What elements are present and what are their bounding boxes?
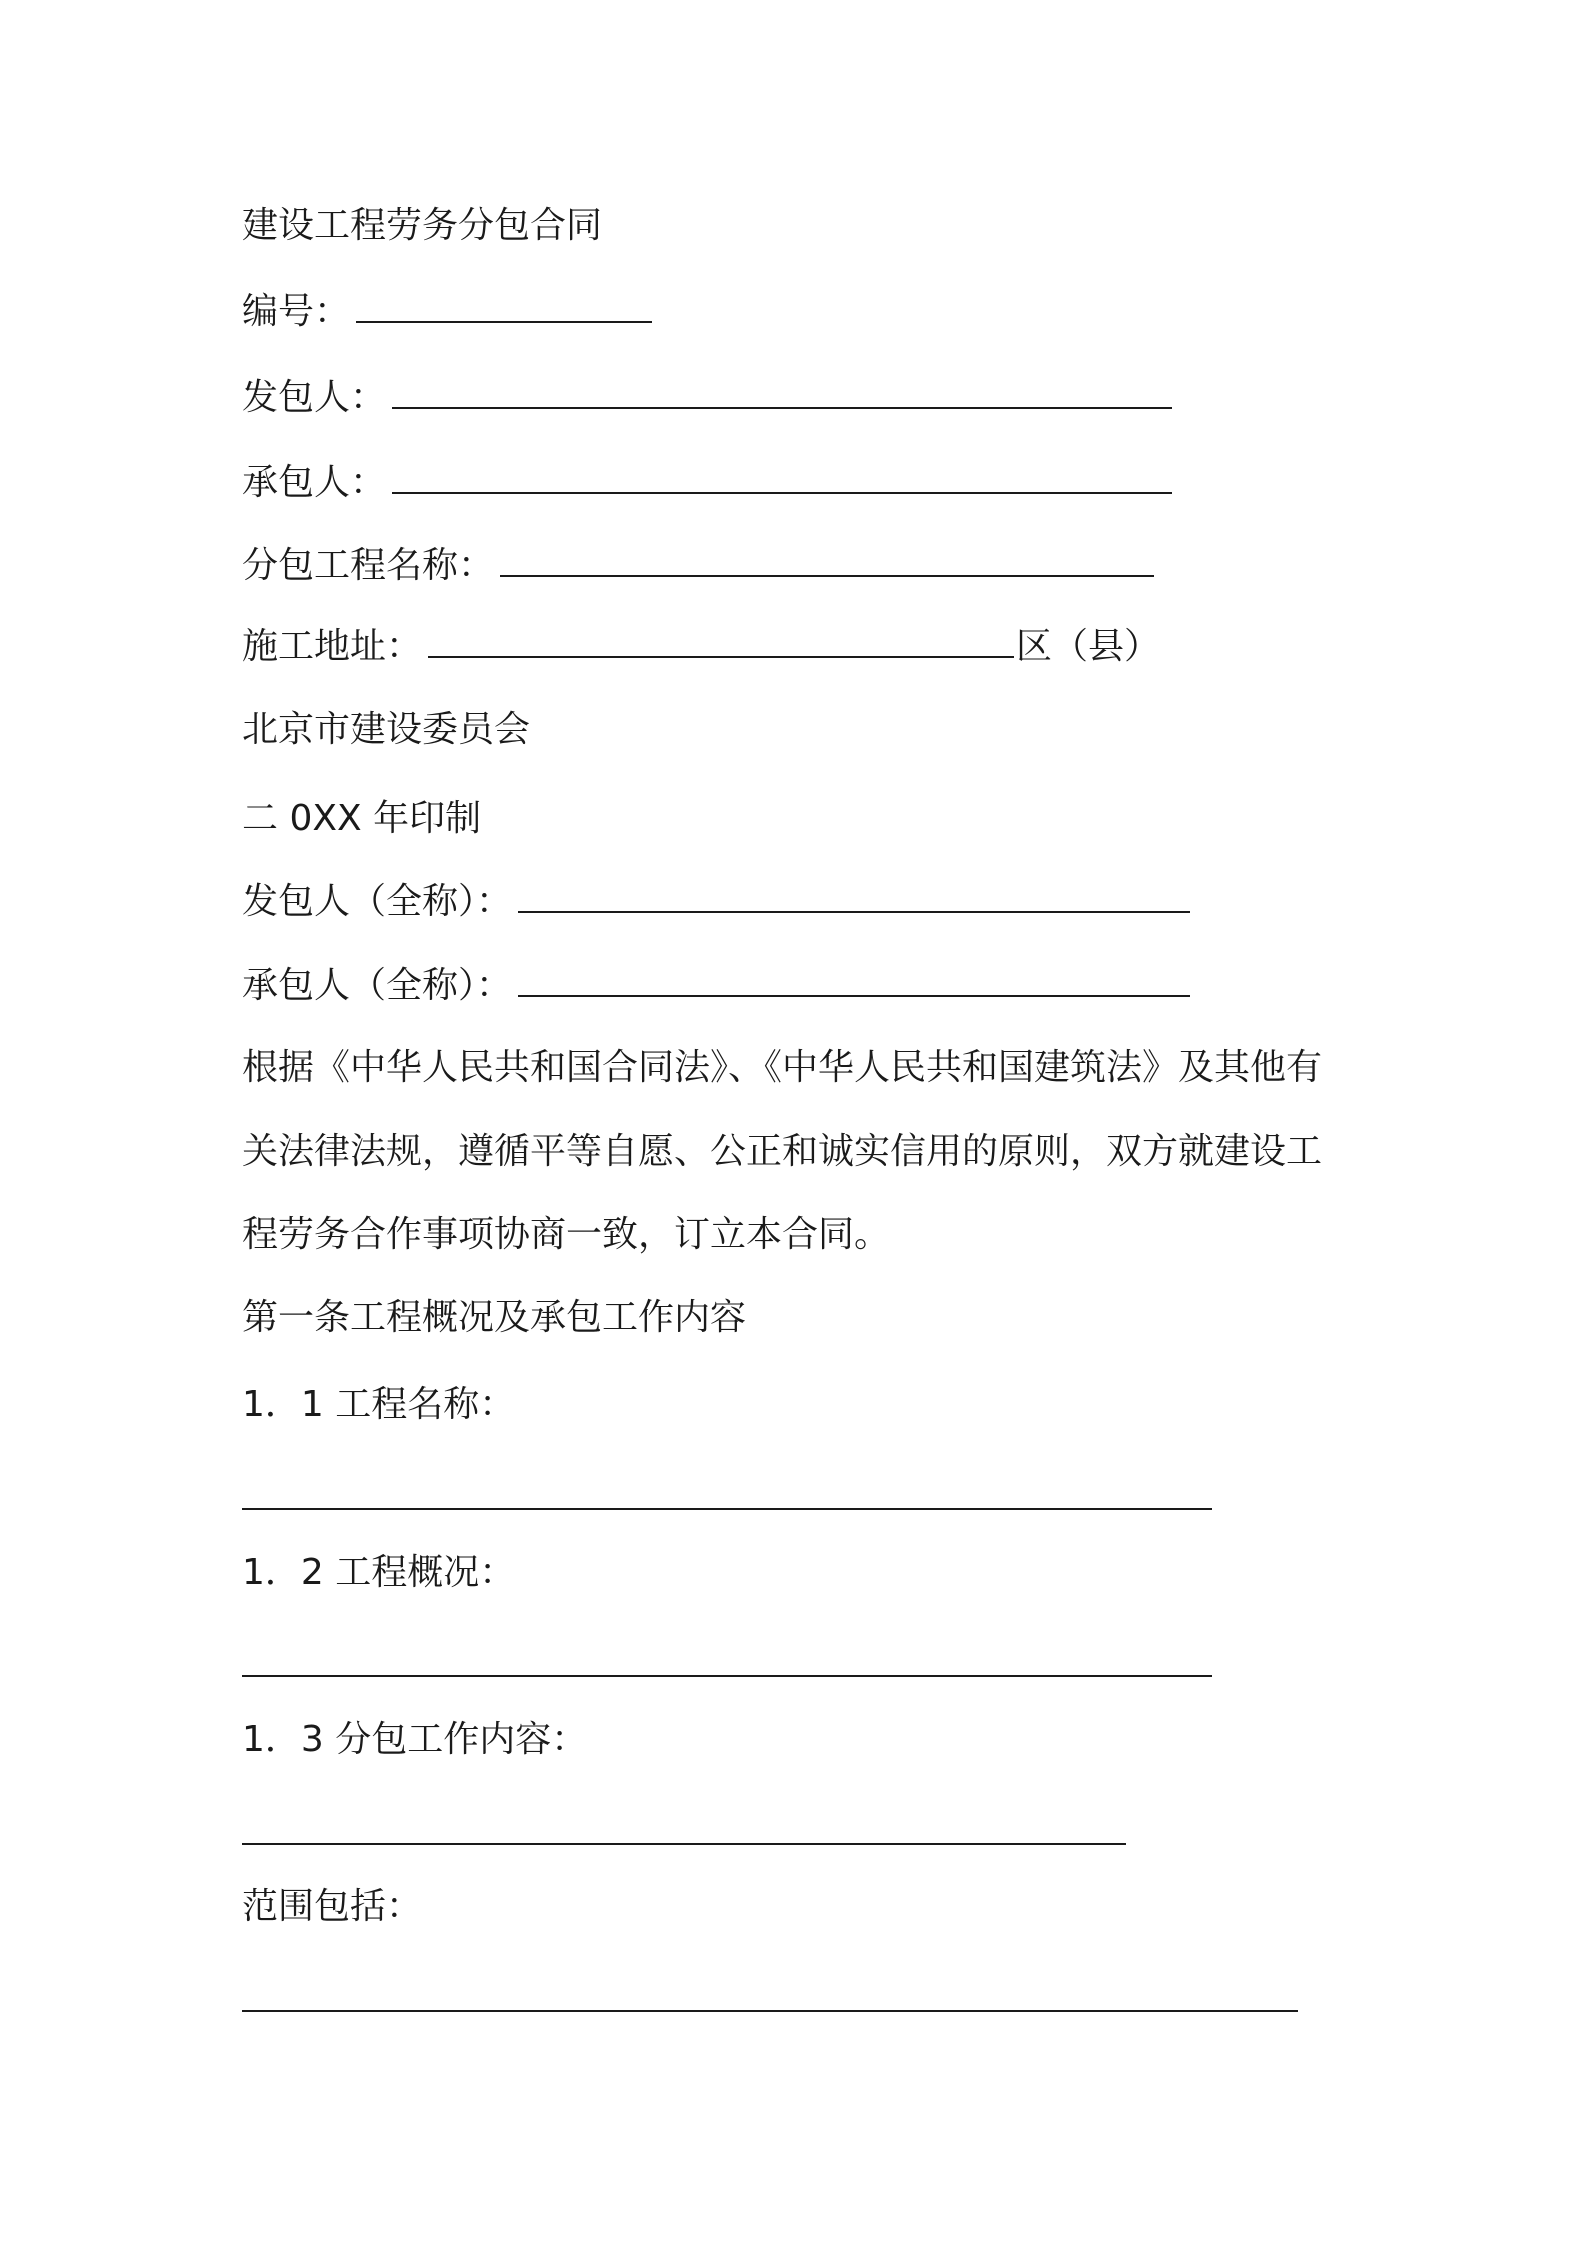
- project-name-blank[interactable]: [500, 545, 1154, 577]
- issuer-text: 北京市建设委员会: [242, 709, 531, 750]
- item-1-1-label: 1．1 工程名称：: [242, 1384, 516, 1425]
- scope-label: 范围包括：: [242, 1886, 423, 1927]
- address-suffix: 区（县）: [1016, 626, 1161, 667]
- contractor-blank[interactable]: [392, 462, 1172, 494]
- employer-full-row: [242, 880, 1190, 924]
- item-1-1-blank[interactable]: [242, 1508, 1212, 1510]
- number-label: 编号：: [242, 291, 351, 332]
- project-name-field-row: [242, 544, 1154, 588]
- number-blank[interactable]: [356, 291, 652, 323]
- number-field-row: [242, 290, 652, 334]
- scope-blank[interactable]: [242, 2010, 1298, 2012]
- item-1-2-blank[interactable]: [242, 1675, 1212, 1677]
- employer-blank[interactable]: [392, 377, 1172, 409]
- employer-full-label: 发包人（全称）：: [242, 881, 513, 922]
- contractor-full-label: 承包人（全称）：: [242, 965, 513, 1006]
- document-title: 建设工程劳务分包合同: [242, 205, 603, 246]
- employer-label: 发包人：: [242, 377, 387, 418]
- address-field-row: [242, 625, 1160, 669]
- preamble-line-3: 程劳务合作事项协商一致，订立本合同。: [242, 1214, 891, 1255]
- address-blank[interactable]: [428, 626, 1014, 658]
- item-1-2-label: 1．2 工程概况：: [242, 1552, 516, 1593]
- contractor-label: 承包人：: [242, 462, 387, 503]
- item-1-3-label: 1．3 分包工作内容：: [242, 1719, 588, 1760]
- preamble-line-2: 关法律法规，遵循平等自愿、公正和诚实信用的原则，双方就建设工: [242, 1131, 1323, 1172]
- employer-full-blank[interactable]: [518, 881, 1190, 913]
- preamble-line-1: 根据《中华人民共和国合同法》、《中华人民共和国建筑法》及其他有: [242, 1047, 1323, 1088]
- print-year-text: 二 0XX 年印制: [242, 798, 482, 839]
- article-1-heading: 第一条工程概况及承包工作内容: [242, 1297, 747, 1338]
- employer-field-row: [242, 376, 1172, 420]
- item-1-3-blank[interactable]: [242, 1843, 1126, 1845]
- contractor-full-row: [242, 964, 1190, 1008]
- contractor-full-blank[interactable]: [518, 965, 1190, 997]
- address-label: 施工地址：: [242, 626, 423, 667]
- contractor-field-row: [242, 461, 1172, 505]
- project-name-label: 分包工程名称：: [242, 545, 495, 586]
